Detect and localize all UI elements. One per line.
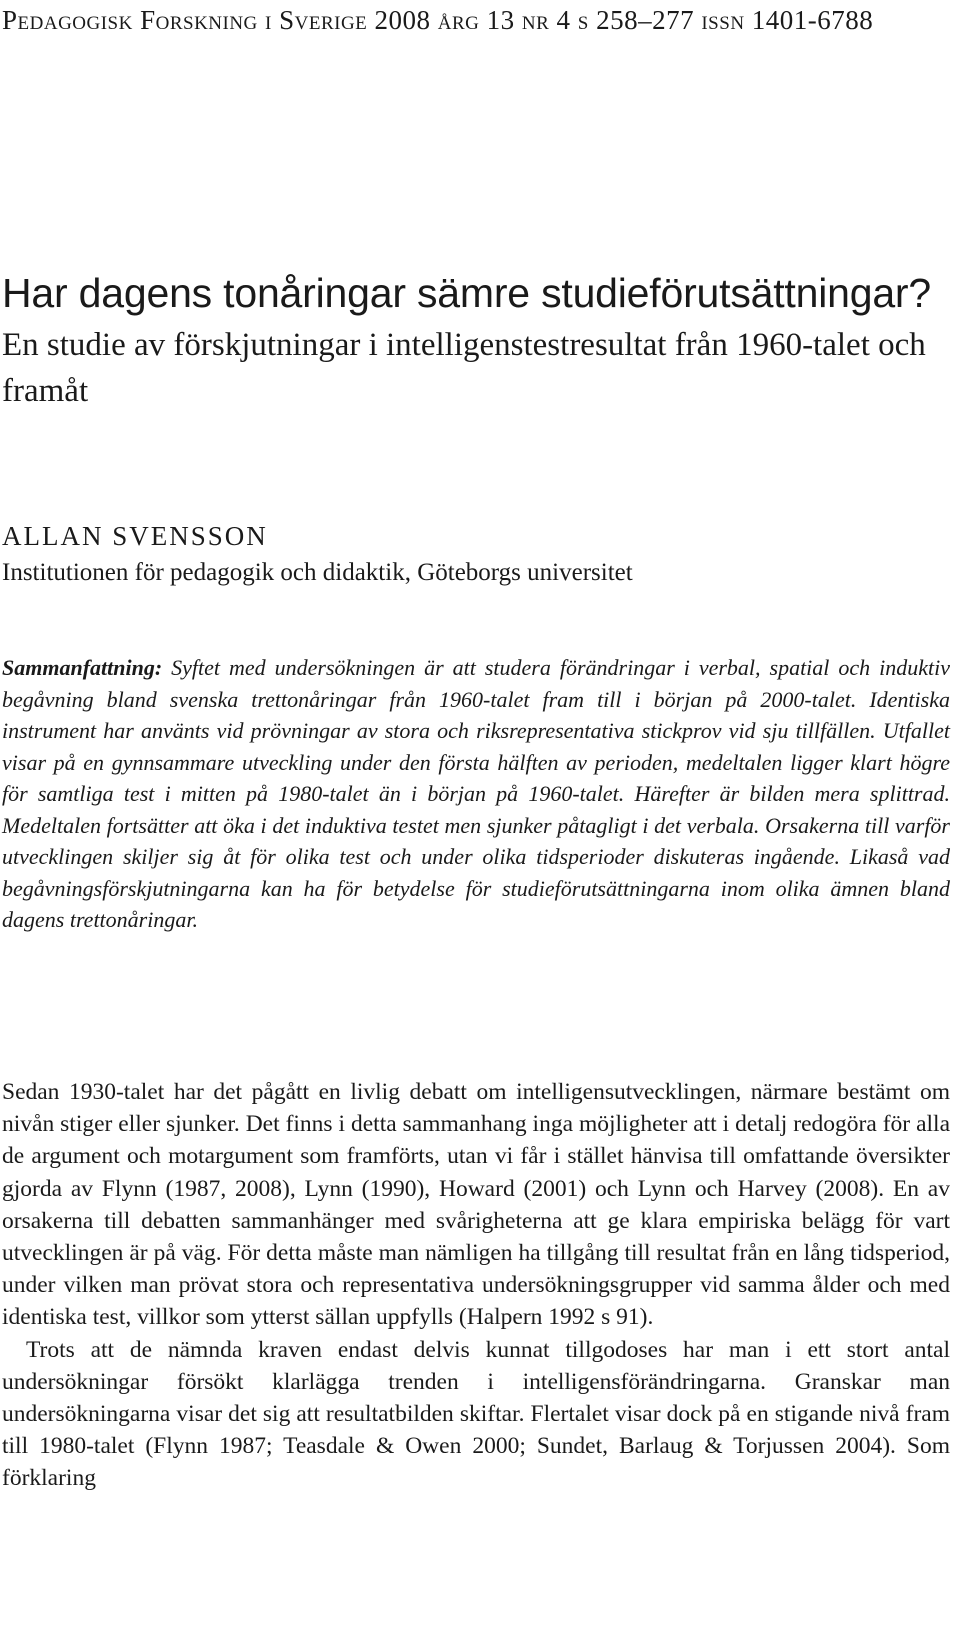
article-subtitle: En studie av förskjutningar i intelligenstestresultat från 1960-talet och framåt [2, 327, 926, 409]
abstract-label: Sammanfattning: [2, 655, 163, 680]
body-paragraph: Trots att de nämnda kraven endast delvis kunnat tillgodoses har man i ett stort antal undersökningar försökt klarlägga trenden i intelligensförändringarna. Granskar man undersökningarna visar det sig att resultatbilden skiftar. Flertalet visar dock på en stigande nivå fram till 1980-talet (Flynn 1987; Teasdale & Owen 2000; Sundet, Barlaug & Torjussen 2004). Som förklaring [2, 1336, 950, 1492]
running-head: Pedagogisk Forskning i Sverige 2008 årg 13 nr 4 s 258–277 issn 1401-6788 [2, 5, 874, 35]
body-paragraph: Sedan 1930-talet har det pågått en livlig debatt om intelligensutvecklingen, närmare bestämt om nivån stiger eller sjunker. Det finns i detta sammanhang inga möjligheter att i detalj redogöra för alla de argument och motargument som framförts, utan vi får i stället hänvisa till omfattande översikter gjorda av Flynn (1987, 2008), Lynn (1990), Howard (2001) och Lynn och Harvey (2008). En av orsakerna till debatten sammanhänger med svårigheterna att ge klara empiriska belägg för vart utvecklingen är på väg. För detta måste man nämligen ha tillgång till resultat från en lång tidsperiod, under vilken man prövat stora och representativa undersökningsgrupper vid samma ålder och med identiska test, villkor som ytterst sällan uppfylls (Halpern 1992 s 91). [2, 1079, 950, 1331]
abstract [2, 652, 950, 936]
body-text [2, 1076, 950, 1495]
title-block [2, 268, 952, 414]
article-title: Har dagens tonåringar sämre studieförutsättningar? [2, 270, 931, 316]
author-name: ALLAN SVENSSON [2, 521, 268, 551]
abstract-text: Syftet med undersökningen är att studera förändringar i verbal, spatial och induktiv begåvning bland svenska trettonåringar från 1960-talet fram till i början på 2000-talet. Identiska instrument har använts vid prövningar av stora och riksrepresentativa stickprov vid sju tillfällen. Utfallet visar på en gynnsammare utveckling under den första hälften av perioden, medeltalen ligger klart högre för samtliga test i mitten på 1980-talet än i början på 1960-talet. Härefter är bilden mera splittrad. Medeltalen fortsätter att öka i det induktiva testet men sjunker påtagligt i det verbala. Orsakerna till varför utvecklingen skiljer sig åt för olika test och under olika tidsperioder diskuteras ingående. Likaså vad begåvningsförskjutningarna kan ha för betydelse för studieförutsättningarna inom olika ämnen bland dagens trettonåringar. [2, 655, 950, 932]
author-affiliation: Institutionen för pedagogik och didaktik, Göteborgs universitet [2, 559, 633, 586]
